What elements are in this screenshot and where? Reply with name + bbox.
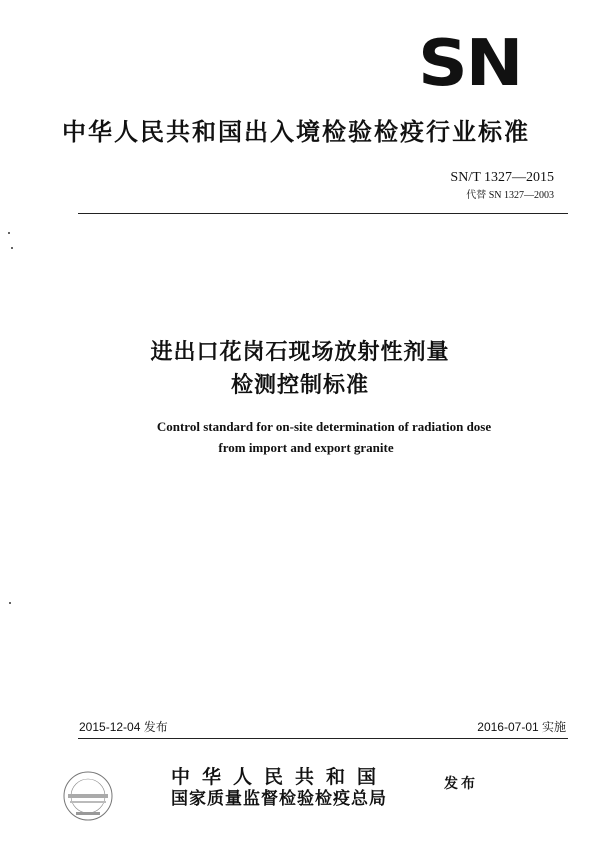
bottom-divider — [78, 738, 568, 739]
chinese-title-line-2: 检测控制标准 — [230, 373, 369, 398]
library-stamp-icon — [60, 768, 116, 824]
scan-speck — [8, 232, 10, 234]
standard-number: SN/T 1327—2015 — [450, 170, 554, 185]
chinese-title-line-1: 进出口花岗石现场放射性剂量 — [150, 340, 450, 365]
english-title-line-2: from import and export granite — [218, 440, 394, 455]
english-title-line-1: Control standard for on-site determination of radiation dose — [156, 419, 492, 434]
issue-label: 发布 — [444, 776, 478, 792]
issue-date: 2015-12-04 发布 — [79, 720, 168, 734]
scan-speck — [11, 247, 13, 249]
industry-standard-title: 中华人民共和国出入境检验检疫行业标准 — [62, 117, 530, 146]
issuer-country: 中华人民共和国 — [171, 766, 389, 788]
top-divider — [78, 213, 568, 214]
replaces-standard: 代替 SN 1327—2003 — [466, 190, 554, 201]
scan-speck — [9, 602, 11, 604]
sn-logo: SN — [418, 27, 522, 101]
issuer-agency: 国家质量监督检验检疫总局 — [171, 789, 387, 809]
effective-date: 2016-07-01 实施 — [477, 720, 566, 734]
